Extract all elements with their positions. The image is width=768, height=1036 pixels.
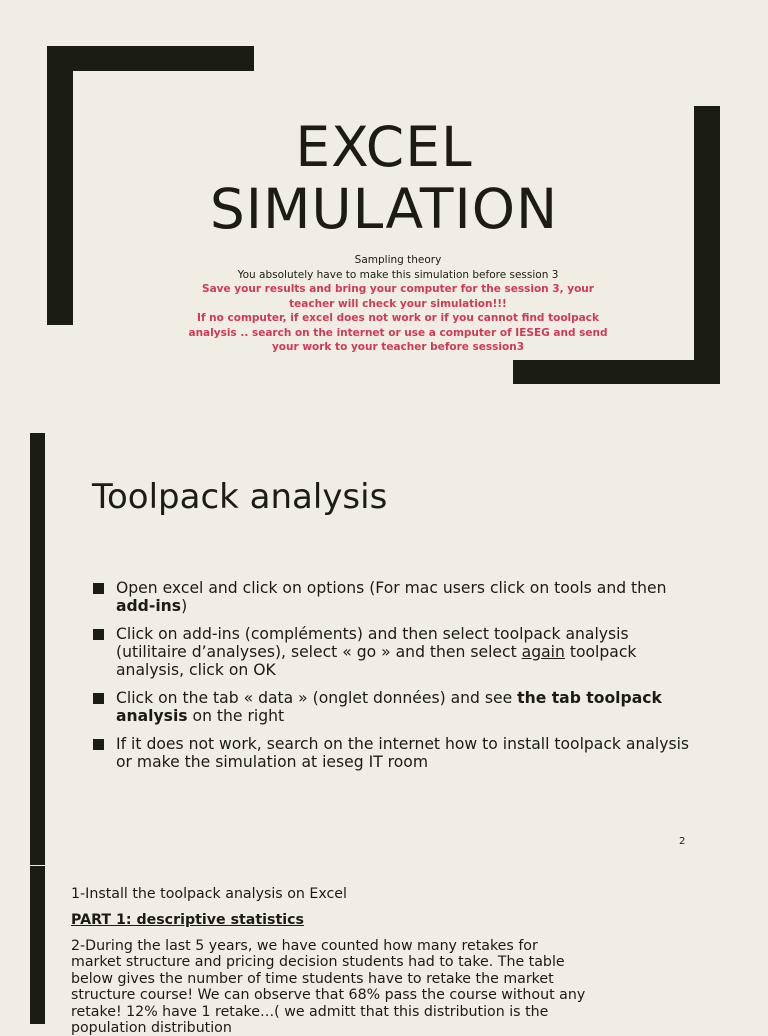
list-item: Open excel and click on options (For mac users click on tools and then add-ins) <box>92 579 692 615</box>
list-item: Click on add-ins (compléments) and then select toolpack analysis (utilitaire d’analyses), select « go » and then select again toolpack analysis, click on OK <box>92 625 692 679</box>
subtitle-block <box>170 253 626 355</box>
warning-line-2c: your work to your teacher before session3 <box>271 341 525 353</box>
subtitle: Sampling theory <box>354 254 442 266</box>
slide-left-accent-bar <box>30 866 45 1024</box>
frame-bottom-right-horizontal <box>513 360 720 384</box>
slide-title <box>0 116 768 240</box>
title-line-1: EXCEL <box>295 115 473 179</box>
session-note: You absolutely have to make this simulation before session 3 <box>237 268 559 281</box>
slide-left-accent-bar <box>30 433 45 865</box>
warning-line-1b: teacher will check your simulation!!! <box>289 297 507 310</box>
warning-line-2b: analysis .. search on the internet or use a computer of IESEG and send <box>188 326 608 339</box>
retake-paragraph: 2-During the last 5 years, we have counted how many retakes for market structure and pricing decision students had to take. The table below gives the number of time students have to retake the market structure course! We can observe that 68% pass the course without any retake! 12% have 1 retake…( we admitt that this distribution is the population distribution <box>71 938 586 1036</box>
list-item: Click on the tab « data » (onglet données) and see the tab toolpack analysis on the right <box>92 689 692 725</box>
warning-line-2a: If no computer, if excel does not work or if you cannot find toolpack <box>197 312 599 324</box>
instruction-list <box>92 579 692 781</box>
slide-heading: Toolpack analysis <box>92 477 388 517</box>
part1-slide <box>0 866 768 1036</box>
install-step: 1-Install the toolpack analysis on Excel <box>71 886 347 902</box>
warning-line-1a: Save your results and bring your computer for the session 3, your <box>202 283 594 295</box>
toolpack-slide <box>0 433 768 865</box>
add-ins-bold: add-ins <box>116 597 182 615</box>
frame-top-left-horizontal <box>47 46 254 71</box>
tab-toolpack-bold: the tab toolpack analysis <box>116 689 662 725</box>
page-number: 2 <box>679 836 686 847</box>
list-item: If it does not work, search on the internet how to install toolpack analysis or make the simulation at ieseg IT room <box>92 735 692 771</box>
title-slide <box>0 0 768 410</box>
title-line-2: SIMULATION <box>209 177 559 241</box>
part1-heading: PART 1: descriptive statistics <box>71 912 304 928</box>
again-underlined: again <box>521 643 565 661</box>
